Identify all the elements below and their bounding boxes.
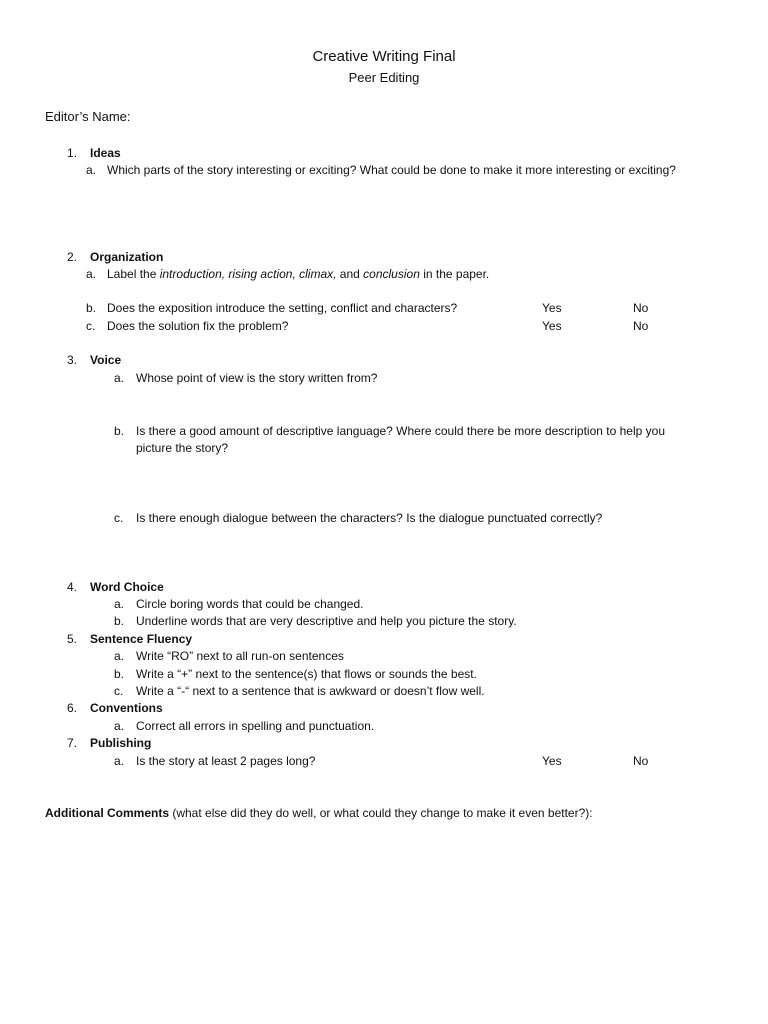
voice-b-question-line1: Is there a good amount of descriptive language? Where could there be more description to help you <box>136 424 665 438</box>
section-number-voice: 3. <box>67 353 78 367</box>
organization-b-question: Does the exposition introduce the setting, conflict and characters? <box>107 301 458 315</box>
section-number-word-choice: 4. <box>67 580 78 594</box>
word-choice-b-letter: b. <box>114 614 125 628</box>
sentence-fluency-c-instruction: Write a “-“ next to a sentence that is awkward or doesn’t flow well. <box>136 684 485 698</box>
section-heading-conventions: Conventions <box>90 701 163 715</box>
voice-b-question-line2: picture the story? <box>136 441 229 455</box>
organization-a-letter: a. <box>86 267 97 281</box>
sentence-fluency-b-letter: b. <box>114 667 125 681</box>
section-heading-sentence-fluency: Sentence Fluency <box>90 632 193 646</box>
organization-b-yes: Yes <box>542 301 562 315</box>
sentence-fluency-a-instruction: Write “RO” next to all run-on sentences <box>136 649 344 663</box>
sentence-fluency-b-instruction: Write a “+” next to the sentence(s) that flows or sounds the best. <box>136 667 477 681</box>
publishing-a-letter: a. <box>114 754 125 768</box>
voice-b-letter: b. <box>114 424 125 438</box>
word-choice-a-letter: a. <box>114 597 125 611</box>
conventions-a-letter: a. <box>114 719 125 733</box>
organization-a-text-2: and <box>336 267 364 281</box>
section-heading-word-choice: Word Choice <box>90 580 164 594</box>
section-number-organization: 2. <box>67 250 78 264</box>
ideas-a-letter: a. <box>86 163 97 177</box>
ideas-a-question: Which parts of the story interesting or exciting? What could be done to make it more interesting or exciting? <box>107 163 676 177</box>
voice-c-question: Is there enough dialogue between the characters? Is the dialogue punctuated correctly? <box>136 511 603 525</box>
section-number-sentence-fluency: 5. <box>67 632 78 646</box>
organization-a-text-1: Label the <box>107 267 160 281</box>
organization-c-letter: c. <box>86 319 96 333</box>
organization-b-no: No <box>633 301 649 315</box>
organization-a-italic-1: introduction, rising action, climax, <box>159 267 337 281</box>
word-choice-b-instruction: Underline words that are very descriptive and help you picture the story. <box>136 614 517 628</box>
voice-a-question: Whose point of view is the story written from? <box>136 371 378 385</box>
word-choice-a-instruction: Circle boring words that could be changed. <box>136 597 364 611</box>
organization-a-italic-2: conclusion <box>363 267 420 281</box>
voice-c-letter: c. <box>114 511 124 525</box>
organization-a-text-3: in the paper. <box>419 267 490 281</box>
publishing-a-yes: Yes <box>542 754 562 768</box>
publishing-a-no: No <box>633 754 649 768</box>
section-heading-ideas: Ideas <box>90 146 121 160</box>
additional-comments-label: Additional Comments <box>45 806 170 820</box>
editor-name-label: Editor’s Name: <box>45 109 131 124</box>
section-number-publishing: 7. <box>67 736 78 750</box>
section-heading-publishing: Publishing <box>90 736 152 750</box>
publishing-a-question: Is the story at least 2 pages long? <box>136 754 316 768</box>
section-number-conventions: 6. <box>67 701 78 715</box>
additional-comments <box>45 806 593 820</box>
voice-a-letter: a. <box>114 371 125 385</box>
conventions-a-instruction: Correct all errors in spelling and punctuation. <box>136 719 375 733</box>
organization-a-instruction <box>107 267 489 281</box>
organization-b-letter: b. <box>86 301 97 315</box>
section-heading-voice: Voice <box>90 353 122 367</box>
organization-c-question: Does the solution fix the problem? <box>107 319 289 333</box>
page-title: Creative Writing Final <box>312 48 456 65</box>
page-subtitle: Peer Editing <box>348 70 420 85</box>
sentence-fluency-c-letter: c. <box>114 684 124 698</box>
organization-c-no: No <box>633 319 649 333</box>
organization-c-yes: Yes <box>542 319 562 333</box>
section-heading-organization: Organization <box>90 250 164 264</box>
additional-comments-prompt: (what else did they do well, or what could they change to make it even better?): <box>169 806 593 820</box>
sentence-fluency-a-letter: a. <box>114 649 125 663</box>
section-number-ideas: 1. <box>67 146 78 160</box>
